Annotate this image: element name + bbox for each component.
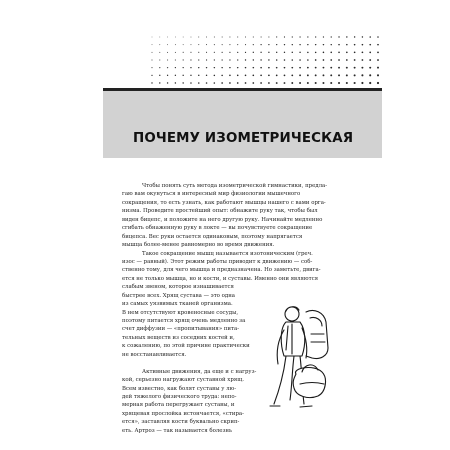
decor-dot [268, 67, 270, 69]
text-line: сокращения, то есть узнать, как работают мышцы нашего с вами орга- [122, 199, 326, 206]
decor-dot [198, 82, 200, 84]
decor-dot [167, 82, 168, 83]
decor-dot [159, 82, 160, 83]
text-line: Чтобы понять суть метода изометрической гимнастики, предла- [142, 183, 328, 189]
text-line: мышца более-менее равномерно во время движения. [122, 242, 275, 249]
text-line: Такое сокращение мышц называется изотоническим (греч. [142, 250, 313, 257]
decor-dot [307, 36, 308, 37]
decor-dot [330, 59, 332, 61]
decor-dot [260, 82, 262, 84]
decor-dot [369, 67, 371, 69]
decor-dot [330, 74, 332, 76]
decor-dot [182, 75, 183, 76]
decor-dot [253, 52, 254, 53]
decor-dot [159, 75, 160, 76]
decor-dot [175, 37, 176, 38]
decor-dot [159, 59, 160, 60]
decor-dot [354, 74, 356, 76]
text-line: дей тяжелого физического труда: непо- [122, 393, 237, 400]
decor-dot [206, 67, 207, 68]
decor-dot [237, 67, 238, 68]
decor-dot [206, 44, 207, 45]
decor-dot [307, 52, 309, 54]
decor-dot [167, 37, 168, 38]
decor-dot [268, 44, 269, 45]
decor-dot [299, 44, 300, 45]
text-line: поэтому питается хрящ очень медленно за [122, 318, 246, 324]
text-line: не восстанавливается. [122, 351, 187, 358]
decor-dot [276, 44, 277, 45]
decor-dot [206, 59, 207, 60]
text-line: ется», заставляя кости буквально скрип- [122, 419, 240, 426]
decor-dot [346, 44, 348, 46]
decor-dot [268, 36, 269, 37]
decor-dot [307, 59, 309, 61]
decor-dot [229, 37, 230, 38]
decor-dot [338, 36, 339, 37]
decor-dot [276, 36, 277, 37]
decor-dot [369, 36, 371, 38]
decor-dot [214, 44, 215, 45]
decor-dot [221, 82, 223, 84]
decor-dot [151, 82, 152, 83]
dot-pattern-decoration [149, 34, 381, 86]
decor-dot [152, 44, 153, 45]
decor-dot [369, 59, 371, 61]
decor-dot [229, 59, 230, 60]
text-line: хрящевая прослойка истончается, «стира- [122, 410, 244, 417]
decor-dot [322, 82, 324, 84]
decor-dot [229, 52, 230, 53]
decor-dot [292, 36, 293, 37]
decor-dot [284, 36, 285, 37]
decor-dot [377, 67, 379, 69]
decor-dot [175, 44, 176, 45]
decor-dot [331, 36, 332, 37]
decor-dot [361, 82, 363, 84]
text-line: Активные движения, да еще и с нагруз- [142, 368, 257, 375]
decor-dot [307, 82, 309, 84]
decor-dot [245, 82, 247, 84]
decor-dot [222, 44, 223, 45]
decor-dot [253, 59, 254, 60]
decor-dot [315, 82, 317, 84]
decor-dot [362, 36, 363, 37]
decor-dot [151, 59, 152, 60]
decor-dot [354, 59, 356, 61]
decor-dot [191, 37, 192, 38]
text-line: виден бицепс, и положите на него другую руку. Начинайте медленно [122, 216, 323, 223]
decor-dot [315, 52, 317, 54]
decor-dot [361, 67, 363, 69]
text-line: тельных веществ из соседних костей и, [122, 334, 235, 341]
decor-dot [167, 44, 168, 45]
decor-dot [284, 82, 286, 84]
decor-dot [206, 75, 207, 76]
decor-dot [299, 82, 301, 84]
decor-dot [152, 52, 153, 53]
decor-dot [299, 36, 300, 37]
decor-dot [214, 59, 215, 60]
decor-dot [338, 59, 340, 61]
decor-dot [190, 59, 191, 60]
text-line: изос — равный). Этот режим работы приводит к движению — соб- [122, 258, 313, 265]
decor-dot [221, 59, 222, 60]
decor-dot [245, 36, 246, 37]
decor-dot [307, 44, 308, 45]
decor-dot [198, 75, 199, 76]
text-line: кой, серьезно нагружают суставной хрящ. [122, 377, 244, 384]
text-line: счет диффузии — «пропитывания» пита- [122, 326, 240, 333]
decor-dot [354, 44, 356, 46]
decor-dot [330, 67, 332, 69]
decor-dot [292, 52, 293, 53]
decor-dot [299, 74, 301, 76]
text-line: сгибать обнаженную руку в локте — вы почувствуете сокращение [122, 225, 313, 232]
decor-dot [268, 59, 269, 60]
decor-dot [284, 52, 285, 53]
decor-dot [377, 36, 379, 38]
decor-dot [291, 74, 293, 76]
decor-dot [377, 51, 379, 53]
decor-dot [291, 67, 293, 69]
decor-dot [377, 44, 379, 46]
decor-dot [284, 67, 286, 69]
decor-dot [221, 67, 222, 68]
decor-dot [323, 67, 325, 69]
decor-dot [245, 44, 246, 45]
decor-dot [245, 75, 247, 77]
decor-dot [198, 44, 199, 45]
decor-dot [253, 44, 254, 45]
decor-dot [292, 44, 293, 45]
decor-dot [299, 52, 300, 53]
decor-dot [167, 52, 168, 53]
decor-dot [346, 52, 348, 54]
text-line: еть. Артроз — так называется болезнь [122, 427, 232, 434]
decor-dot [183, 52, 184, 53]
decor-dot [190, 75, 191, 76]
decor-dot [276, 82, 278, 84]
decor-dot [159, 37, 160, 38]
decor-dot [276, 59, 278, 61]
decor-dot [276, 52, 277, 53]
decor-dot [268, 52, 269, 53]
decor-dot [346, 36, 347, 37]
decor-dot [245, 67, 247, 69]
decor-dot [261, 36, 262, 37]
text-line: низма. Проведите простейший опыт: обнажите руку так, чтобы был [122, 208, 318, 215]
decor-dot [307, 67, 309, 69]
decor-dot [182, 82, 183, 83]
decor-dot [292, 59, 294, 61]
decor-dot [198, 37, 199, 38]
decor-dot [346, 59, 348, 61]
decor-dot [167, 67, 168, 68]
decor-dot [214, 52, 215, 53]
decor-dot [338, 52, 340, 54]
decor-dot [369, 82, 371, 84]
decor-dot [362, 59, 364, 61]
decor-dot [159, 44, 160, 45]
decor-dot [260, 75, 262, 77]
man-carrying-bags-illustration [262, 300, 342, 415]
decor-dot [152, 37, 153, 38]
decor-dot [330, 82, 332, 84]
text-line: ется не только мышца, но и кости, и суставы. Именно они являются [122, 275, 319, 282]
decor-dot [323, 59, 325, 61]
text-line: бицепса. Вес руки остается одинаковым, поэтому напрягается [122, 233, 303, 240]
decor-dot [198, 52, 199, 53]
decor-dot [307, 74, 309, 76]
decor-dot [229, 44, 230, 45]
decor-dot [206, 82, 208, 84]
text-line: В нем отсутствуют кровеносные сосуды, [122, 309, 239, 316]
text-line: к сожалению, по этой причине практически [122, 343, 250, 350]
decor-dot [369, 74, 371, 76]
decor-dot [338, 67, 340, 69]
decor-dot [190, 82, 192, 84]
decor-dot [330, 52, 332, 54]
decor-dot [260, 59, 261, 60]
decor-dot [377, 82, 379, 84]
decor-dot [284, 59, 286, 61]
decor-dot [268, 82, 270, 84]
decor-dot [276, 67, 278, 69]
decor-dot [369, 44, 371, 46]
decor-dot [222, 37, 223, 38]
decor-dot [214, 37, 215, 38]
decor-dot [190, 44, 191, 45]
decor-dot [346, 67, 348, 69]
decor-dot [323, 44, 324, 45]
decor-dot [206, 52, 207, 53]
decor-dot [361, 74, 363, 76]
decor-dot [175, 82, 176, 83]
decor-dot [323, 52, 325, 54]
decor-dot [323, 36, 324, 37]
decor-dot [346, 82, 348, 84]
decor-dot [338, 74, 340, 76]
decor-dot [183, 44, 184, 45]
decor-dot [362, 51, 364, 53]
text-line: ственно тому, для чего мышца и предназначена. Но заметьте, двига- [122, 267, 321, 274]
text-line: мерная работа перегружает суставы, и [122, 402, 235, 409]
text-line: гаю вам окунуться в интересный мир физиологии мышечного [122, 191, 301, 198]
decor-dot [175, 52, 176, 53]
decor-dot [338, 44, 340, 46]
decor-dot [338, 82, 340, 84]
text-line: из самых уязвимых тканей организма. [122, 301, 233, 308]
decor-dot [214, 82, 216, 84]
decor-dot [245, 59, 246, 60]
decor-dot [284, 74, 286, 76]
decor-dot [346, 74, 348, 76]
decor-dot [175, 59, 176, 60]
chapter-title: ПОЧЕМУ ИЗОМЕТРИЧЕСКАЯ [133, 131, 354, 146]
decor-dot [331, 44, 332, 45]
decor-dot [377, 59, 379, 61]
decor-dot [354, 82, 356, 84]
decor-dot [245, 52, 246, 53]
decor-dot [253, 36, 254, 37]
decor-dot [167, 59, 168, 60]
decor-dot [190, 52, 191, 53]
decor-dot [167, 75, 168, 76]
decor-dot [323, 74, 325, 76]
decor-dot [229, 75, 231, 77]
decor-dot [260, 44, 261, 45]
decor-dot [183, 37, 184, 38]
decor-dot [252, 75, 254, 77]
text-line: Всем известно, как болят суставы у лю- [122, 385, 237, 392]
decor-dot [151, 67, 152, 68]
decor-dot [315, 59, 317, 61]
decor-dot [354, 36, 355, 37]
decor-dot [237, 52, 238, 53]
decor-dot [198, 59, 199, 60]
decor-dot [260, 52, 261, 53]
decor-dot [354, 52, 356, 54]
decor-dot [369, 51, 371, 53]
decor-dot [315, 36, 316, 37]
paragraph-1 [122, 182, 365, 250]
decor-dot [229, 82, 231, 84]
text-line: слабым звеном, которое изнашивается [122, 284, 234, 291]
decor-dot [214, 67, 215, 68]
decor-dot [214, 75, 216, 77]
decor-dot [260, 67, 262, 69]
decor-dot [291, 82, 293, 84]
decor-dot [299, 67, 301, 69]
decor-dot [151, 75, 152, 76]
decor-dot [284, 44, 285, 45]
decor-dot [252, 82, 254, 84]
decor-dot [206, 37, 207, 38]
decor-dot [354, 67, 356, 69]
decor-dot [221, 75, 223, 77]
decor-dot [299, 59, 301, 61]
decor-dot [198, 67, 199, 68]
decor-dot [362, 44, 364, 46]
decor-dot [377, 74, 379, 76]
decor-dot [190, 67, 191, 68]
decor-dot [315, 67, 317, 69]
decor-dot [276, 74, 278, 76]
decor-dot [229, 67, 230, 68]
chapter-header-band [103, 88, 382, 158]
decor-dot [253, 67, 255, 69]
decor-dot [237, 44, 238, 45]
decor-dot [222, 52, 223, 53]
decor-dot [183, 67, 184, 68]
decor-dot [237, 75, 239, 77]
decor-dot [237, 36, 238, 37]
decor-dot [237, 82, 239, 84]
decor-dot [268, 74, 270, 76]
decor-dot [159, 67, 160, 68]
decor-dot [237, 59, 238, 60]
decor-dot [159, 52, 160, 53]
decor-dot [175, 67, 176, 68]
decor-dot [315, 44, 316, 45]
decor-dot [175, 75, 176, 76]
decor-dot [315, 74, 317, 76]
decor-dot [183, 59, 184, 60]
text-line: быстрее всех. Хрящ сустава — это одна [122, 292, 236, 299]
